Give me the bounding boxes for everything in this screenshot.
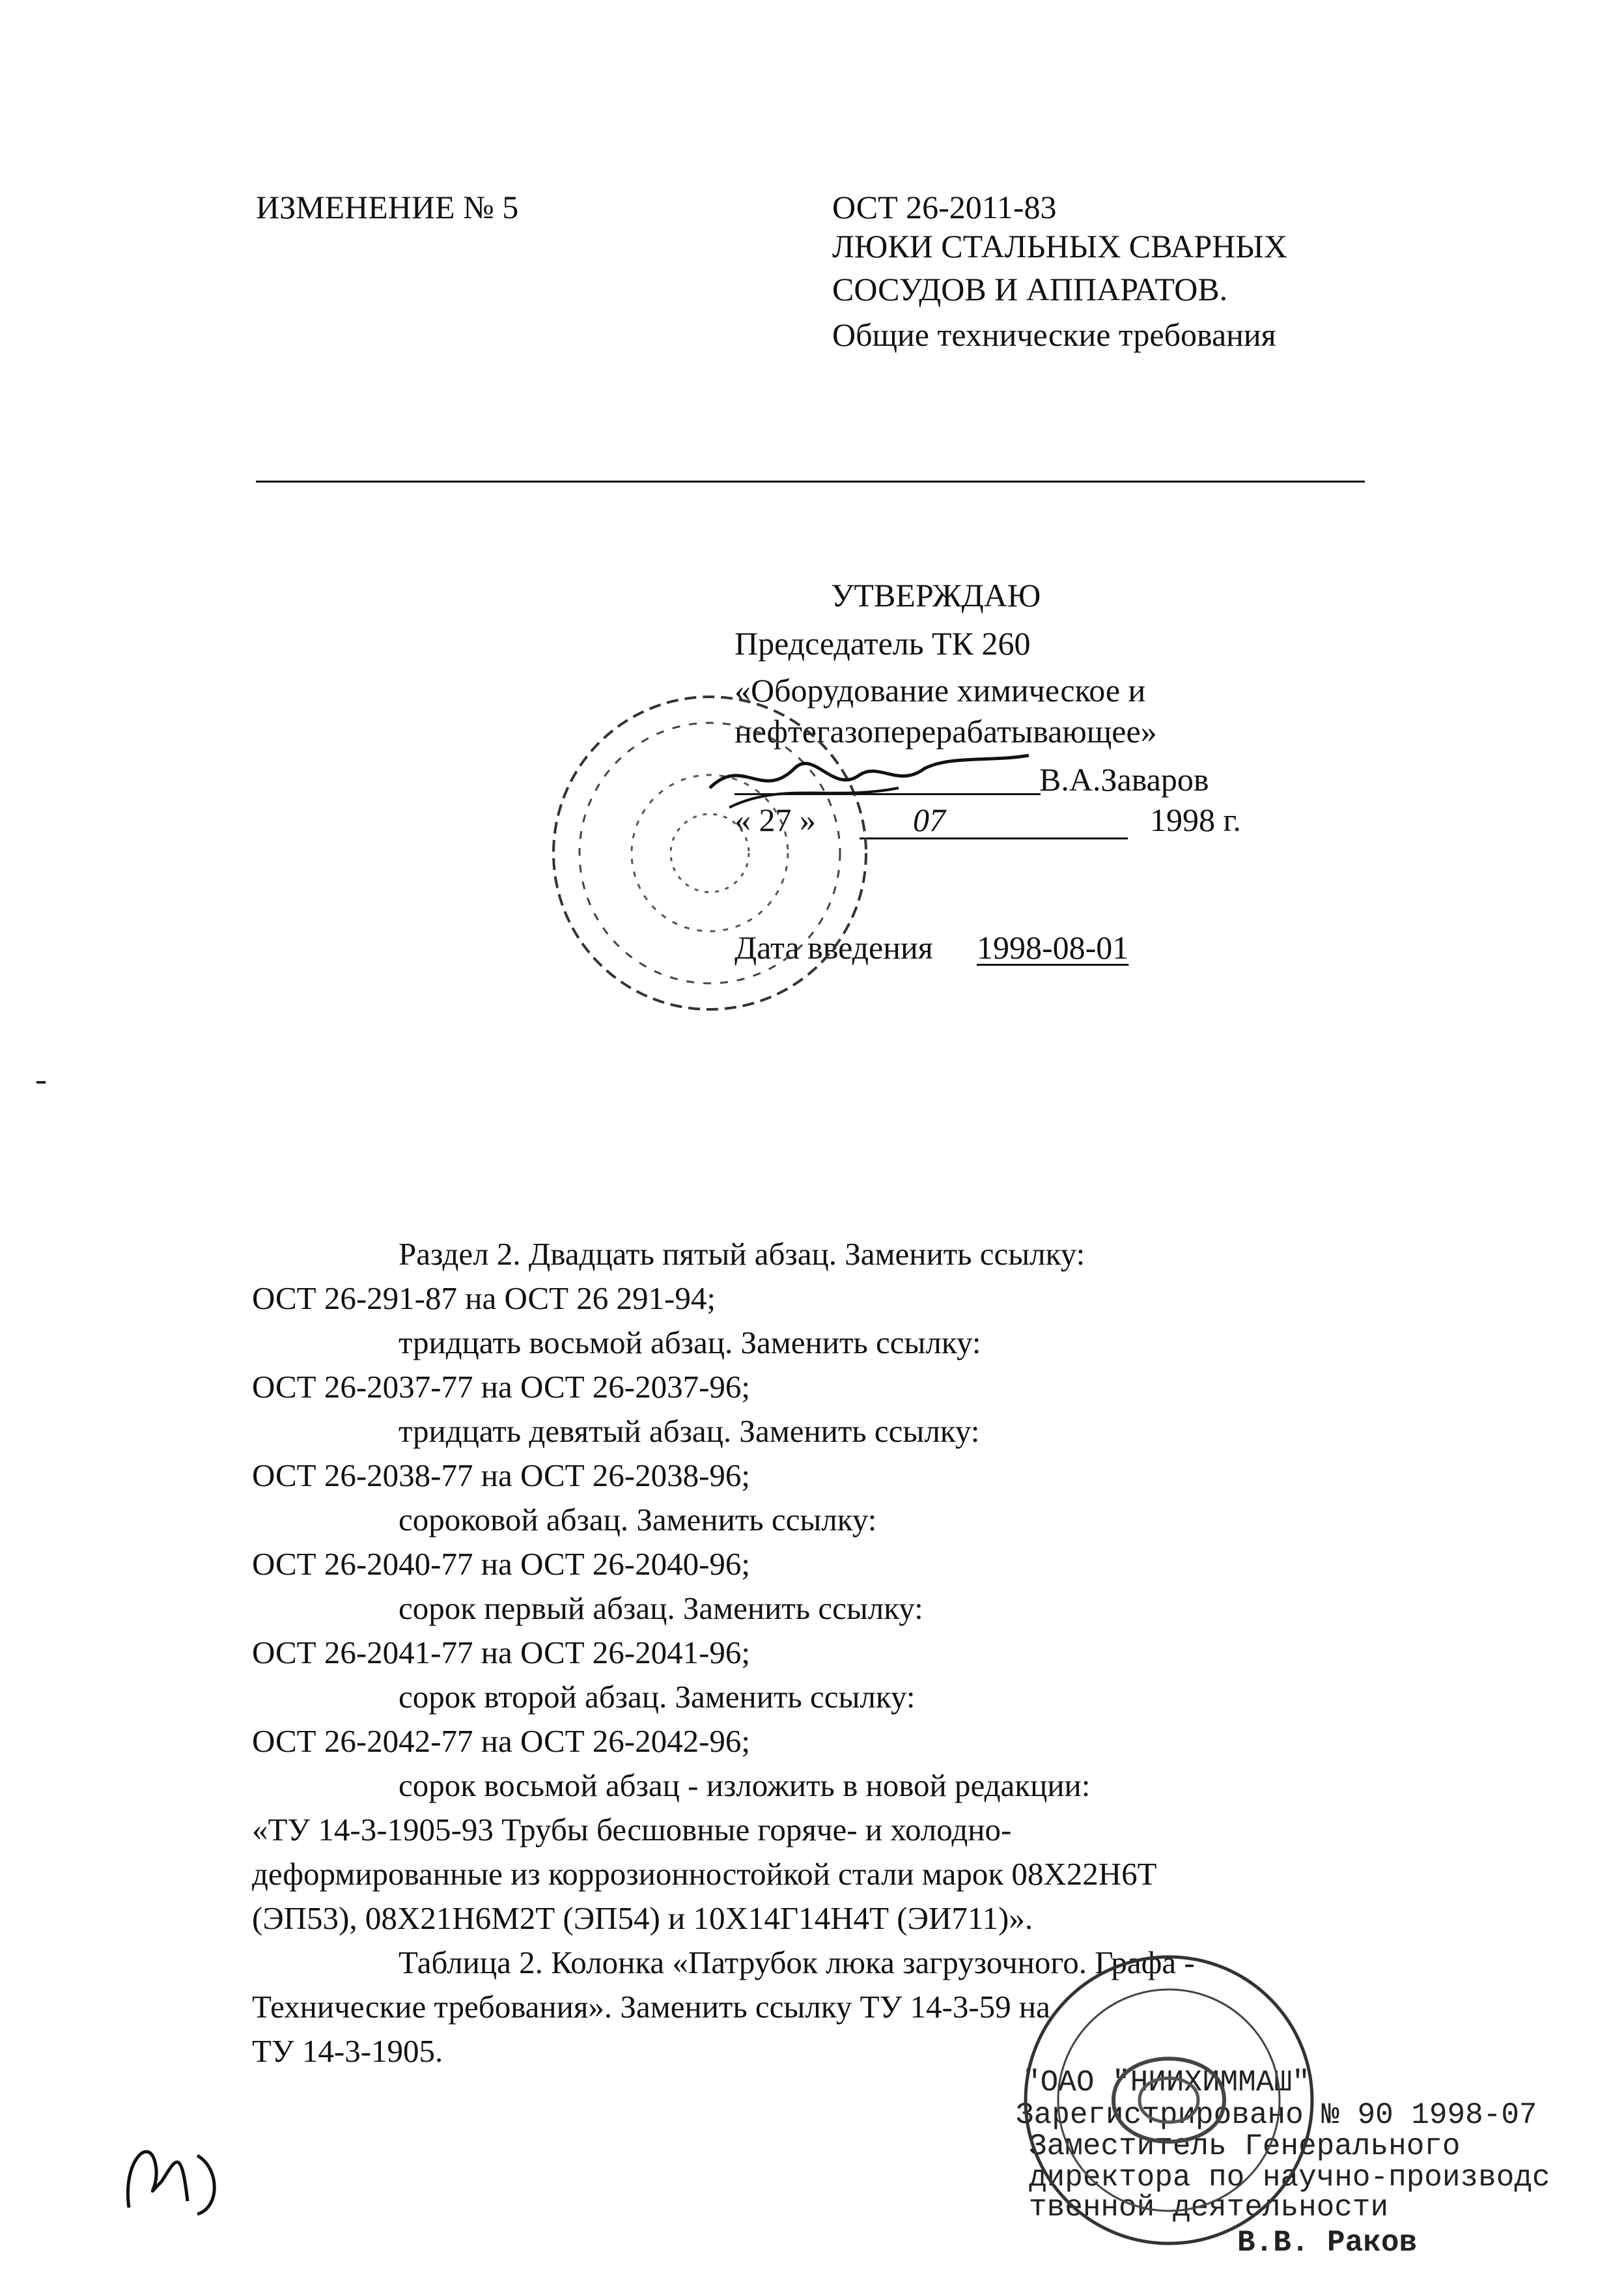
subtitle: Общие технические требования [832, 316, 1276, 353]
approval-org-line1: «Оборудование химическое и [735, 672, 1146, 709]
approval-position: Председатель ТК 260 [735, 625, 1031, 662]
stamp-line-6: В.В. Раков [1237, 2226, 1418, 2260]
body-line-16: (ЭП53), 08Х21Н6М2Т (ЭП54) и 10Х14Г14Н4Т (ЭИ711)». [252, 1900, 1033, 1936]
body-line-4: ОСТ 26-2037-77 на ОСТ 26-2037-96; [252, 1369, 751, 1405]
approval-date-month: 07 [913, 802, 945, 838]
header-divider [256, 481, 1365, 483]
body-line-5: тридцать девятый абзац. Заменить ссылку: [399, 1413, 980, 1449]
approval-date-day: « 27 » [735, 802, 816, 838]
handwritten-initials [116, 2123, 233, 2221]
margin-mark [36, 1081, 46, 1084]
date-underline [860, 837, 1128, 839]
approval-org-line2: нефтегазоперерабатывающее» [735, 713, 1157, 750]
body-line-11: сорок второй абзац. Заменить ссылку: [399, 1679, 916, 1715]
body-line-19: ТУ 14-3-1905. [252, 2033, 443, 2069]
body-line-8: ОСТ 26-2040-77 на ОСТ 26-2040-96; [252, 1546, 751, 1582]
body-line-14: «ТУ 14-3-1905-93 Трубы бесшовные горяче- и холодно- [252, 1812, 1012, 1847]
body-line-9: сорок первый абзац. Заменить ссылку: [399, 1590, 923, 1626]
body-line-17: Таблица 2. Колонка «Патрубок люка загрузочного. Графа - [399, 1945, 1195, 1980]
approval-date-year: 1998 г. [1150, 802, 1241, 838]
intro-date-label: Дата введения [735, 929, 933, 966]
intro-date-value: 1998-08-01 [977, 929, 1129, 966]
stamp-line-3: Заместитель Генерального [1029, 2129, 1461, 2163]
body-line-10: ОСТ 26-2041-77 на ОСТ 26-2041-96; [252, 1635, 751, 1670]
standard-code: ОСТ 26-2011-83 [832, 189, 1057, 225]
approval-heading: УТВЕРЖДАЮ [831, 577, 1041, 613]
stamp-line-5: твенной деятельности [1029, 2191, 1389, 2225]
body-line-12: ОСТ 26-2042-77 на ОСТ 26-2042-96; [252, 1723, 751, 1759]
body-line-3: тридцать восьмой абзац. Заменить ссылку: [399, 1325, 981, 1360]
approval-signatory: В.А.Заваров [1039, 761, 1209, 798]
body-line-2: ОСТ 26-291-87 на ОСТ 26 291-94; [252, 1280, 716, 1316]
stamp-line-1: "ОАО "НИИХИММАШ" [1022, 2066, 1310, 2100]
body-line-7: сороковой абзац. Заменить ссылку: [399, 1502, 877, 1538]
body-line-1: Раздел 2. Двадцать пятый абзац. Заменить ссылку: [399, 1236, 1085, 1272]
title-line-1: ЛЮКИ СТАЛЬНЫХ СВАРНЫХ [832, 228, 1287, 264]
change-label: ИЗМЕНЕНИЕ № 5 [256, 189, 519, 225]
body-line-6: ОСТ 26-2038-77 на ОСТ 26-2038-96; [252, 1457, 751, 1493]
round-registration-seal [1016, 1947, 1322, 2253]
body-line-18: Технические требования». Заменить ссылку ТУ 14-3-59 на [252, 1989, 1050, 2025]
body-line-15: деформированные из коррозионностойкой стали марок 08Х22Н6Т [252, 1856, 1157, 1892]
title-line-2: СОСУДОВ И АППАРАТОВ. [832, 271, 1228, 307]
chairman-signature [703, 729, 1042, 821]
stamp-line-2: Зарегистрировано № 90 1998-07 [1016, 2098, 1537, 2132]
body-line-13: сорок восьмой абзац - изложить в новой редакции: [399, 1767, 1091, 1803]
stamp-line-4: директора по научно-производс [1029, 2161, 1550, 2195]
